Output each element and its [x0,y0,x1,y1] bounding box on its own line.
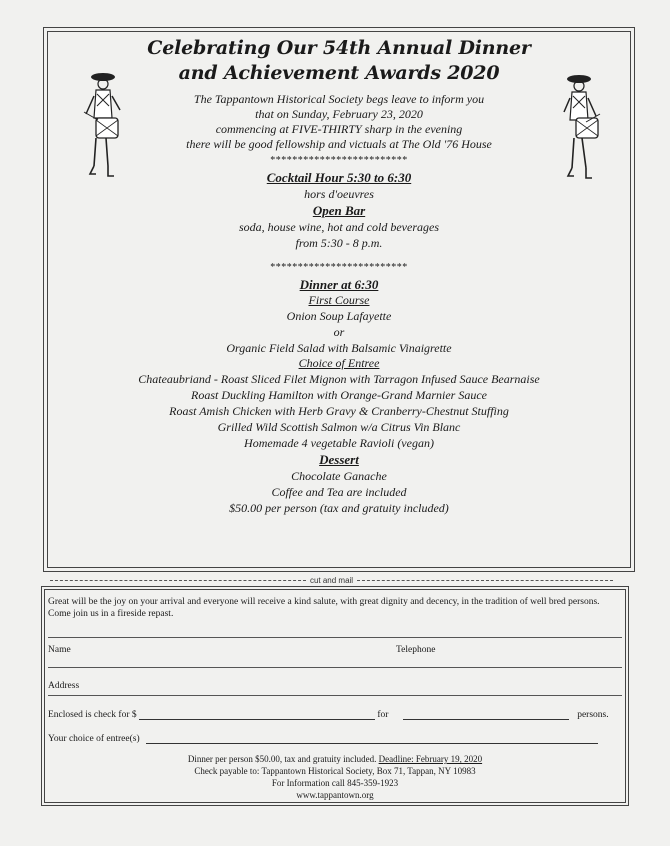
address-field-line[interactable] [48,695,622,696]
menu-or: or [333,325,345,339]
invitation-content [50,34,628,516]
cut-and-mail-label: cut and mail [309,575,354,585]
event-title [50,36,628,86]
dinner-heading: Dinner at 6:30 [299,277,379,292]
open-bar-line: from 5:30 - 8 p.m. [295,236,383,250]
title-line-2: and Achievement Awards 2020 [178,62,500,84]
menu-item: Chocolate Ganache [291,469,387,483]
check-amount-field[interactable] [139,709,375,720]
intro-text [50,92,628,152]
name-field-line[interactable] [48,667,622,668]
entree-heading: Choice of Entree [298,356,380,370]
entree-choice-label: Your choice of entree(s) [48,734,140,744]
entree-choice-row [48,733,622,744]
enclosed-row [48,709,622,720]
footer-price-text: Dinner per person $50.00, tax and gratuity included. [187,754,379,764]
menu-item: Roast Duckling Hamilton with Orange-Grand Marnier Sauce [191,388,487,402]
telephone-label: Telephone [396,645,436,655]
cocktail-detail: hors d'oeuvres [304,187,374,201]
menu-item: Onion Soup Lafayette [286,309,392,323]
form-footer [48,753,622,801]
address-label: Address [48,681,80,691]
footer-payable-line: Check payable to: Tappantown Historical Society, Box 71, Tappan, NY 10983 [194,766,476,776]
persons-label: persons. [577,710,609,720]
name-label: Name [48,645,71,655]
footer-phone-line: For Information call 845-359-1923 [271,778,399,788]
price-line: $50.00 per person (tax and gratuity included) [229,501,449,515]
intro-line: there will be good fellowship and victuals at The Old '76 House [186,137,492,151]
menu-item: Grilled Wild Scottish Salmon w/a Citrus Vin Blanc [217,420,461,434]
for-label: for [377,710,389,720]
menu-item: Coffee and Tea are included [271,485,407,499]
footer-price-line [48,753,622,765]
entree-choice-field[interactable] [146,733,598,744]
dessert-heading: Dessert [319,452,359,467]
cut-and-mail-line [50,574,613,586]
cocktail-hour-heading: Cocktail Hour 5:30 to 6:30 [266,170,412,185]
name-telephone-row [48,645,622,655]
intro-line: The Tappantown Historical Society begs leave to inform you [193,92,485,106]
menu-item: Chateaubriand - Roast Sliced Filet Mignon with Tarragon Infused Sauce Bearnaise [138,372,540,386]
reply-form-intro: Great will be the joy on your arrival and everyone will receive a kind salute, with great dignity and decency, in the tradition of well bred persons. Come join us in a fireside repast. [48,597,600,619]
menu-item: Homemade 4 vegetable Ravioli (vegan) [244,436,434,450]
menu-item: Organic Field Salad with Balsamic Vinaigrette [226,341,452,355]
menu-item: Roast Amish Chicken with Herb Gravy & Cranberry-Chestnut Stuffing [169,404,509,418]
first-course-heading: First Course [308,293,370,307]
name-rule [48,637,622,638]
intro-line: commencing at FIVE-THIRTY sharp in the evening [215,122,463,136]
intro-line: that on Sunday, February 23, 2020 [255,107,423,121]
persons-count-field[interactable] [403,709,569,720]
title-line-1: Celebrating Our 54th Annual Dinner [147,37,531,59]
address-row [48,681,622,691]
star-divider: ************************* [270,262,408,273]
deadline-text: Deadline: February 19, 2020 [378,754,483,764]
open-bar-heading: Open Bar [312,203,366,218]
star-divider: ************************* [270,155,408,166]
enclosed-label: Enclosed is check for $ [48,710,137,720]
open-bar-line: soda, house wine, hot and cold beverages [239,220,439,234]
footer-website-link: www.tappantown.org [296,790,374,800]
